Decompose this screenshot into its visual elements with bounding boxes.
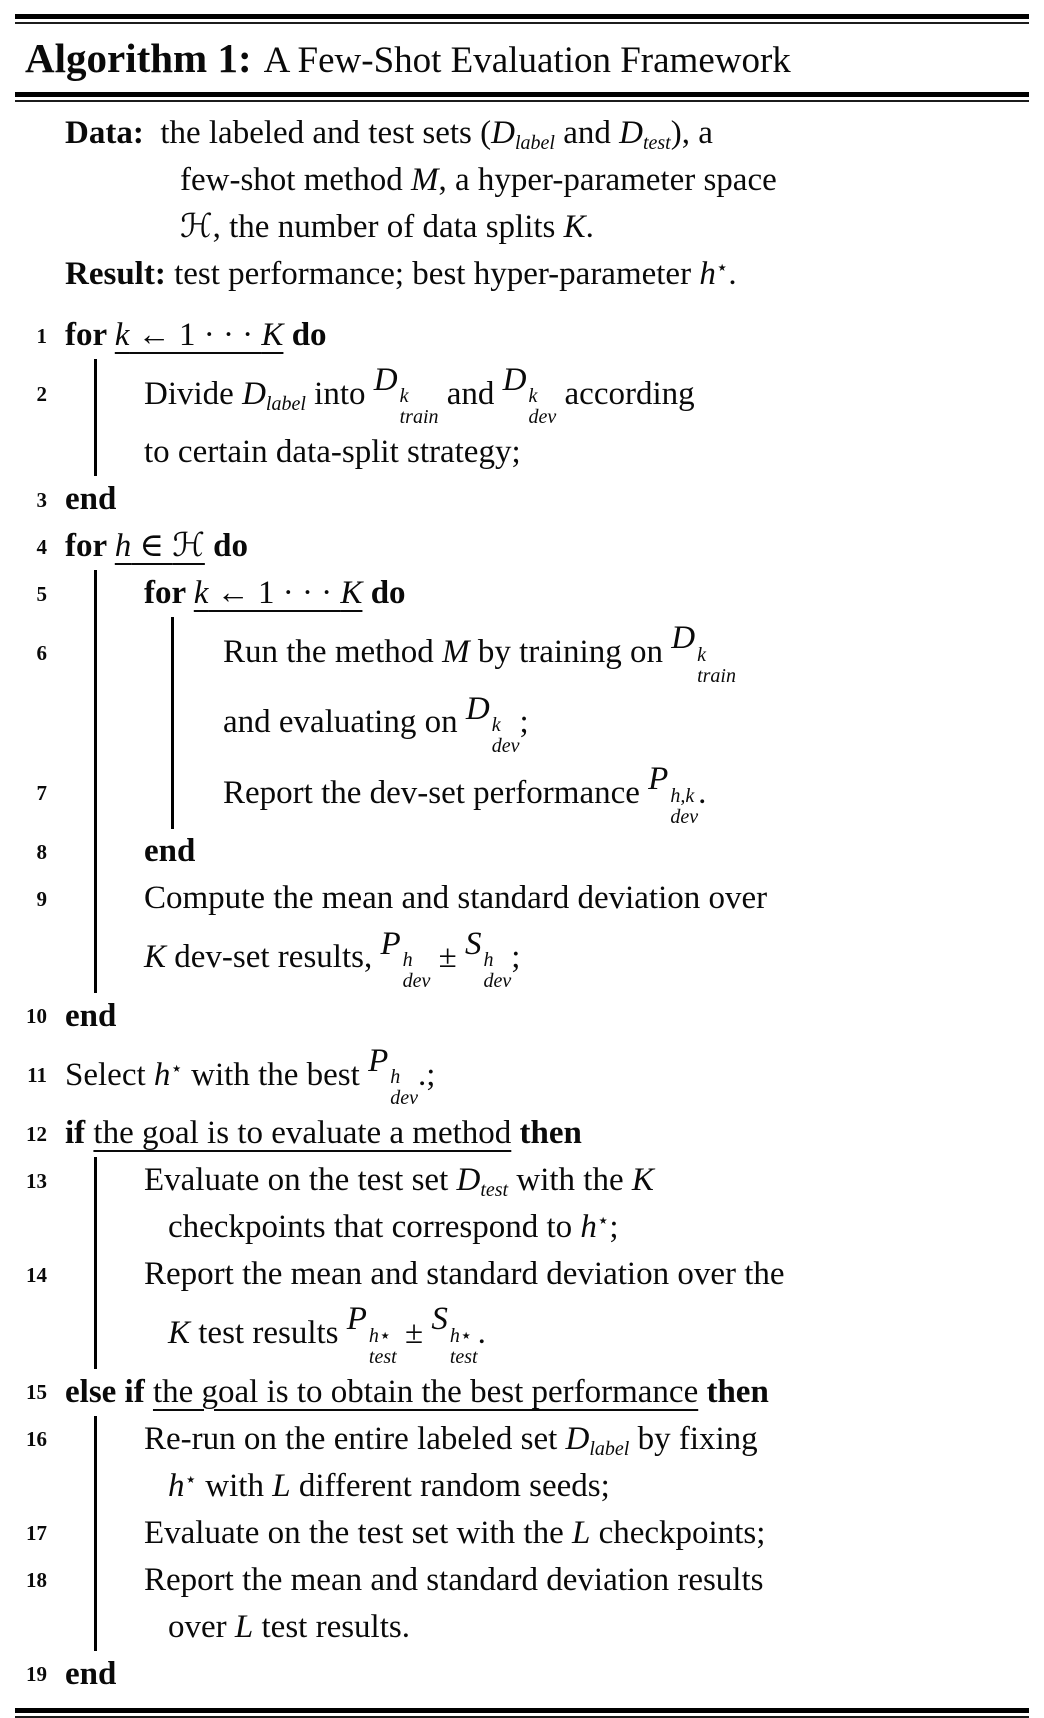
math-symbol: P xyxy=(380,925,401,962)
statement-text: ← 1 · · · xyxy=(129,316,262,353)
line-number: 9 xyxy=(36,886,47,911)
block-rule xyxy=(94,1604,97,1651)
keyword: Data: xyxy=(65,114,144,151)
line-number: 11 xyxy=(27,1063,47,1088)
statement-text: L xyxy=(571,1514,591,1551)
statement-text: into xyxy=(305,375,374,412)
line-number: 12 xyxy=(26,1121,47,1146)
subscript: train xyxy=(697,664,736,687)
math-supsub xyxy=(374,360,439,428)
block-rule xyxy=(94,1251,97,1298)
keyword: for xyxy=(144,575,194,612)
line-number: 7 xyxy=(36,781,47,806)
superscript: h⋆ xyxy=(368,1324,392,1347)
keyword: then xyxy=(706,1373,769,1410)
subscript: test xyxy=(449,1345,478,1368)
keyword: then xyxy=(519,1115,582,1152)
block-rule xyxy=(94,1557,97,1604)
algorithm-line-continuation xyxy=(15,688,1029,758)
block-rule xyxy=(94,1416,97,1463)
keyword: end xyxy=(144,833,196,870)
algorithm-line-continuation xyxy=(15,1204,1029,1251)
supsub-stack xyxy=(529,386,557,428)
statement-text: with xyxy=(197,1467,273,1504)
statement-text: the labeled and test sets ( xyxy=(143,114,492,151)
math-supsub xyxy=(671,618,736,686)
statement-text: Divide xyxy=(144,375,243,412)
keyword: else if xyxy=(65,1373,153,1410)
algorithm-line xyxy=(15,1510,1029,1557)
block-rule xyxy=(94,359,97,429)
caption-rule xyxy=(15,92,1029,102)
algorithm-line xyxy=(15,523,1029,570)
subscript: label xyxy=(265,392,306,415)
math-symbol: S xyxy=(431,1301,448,1338)
block-rule xyxy=(94,829,97,876)
superscript: k xyxy=(697,643,706,666)
subscript: test xyxy=(480,1179,509,1202)
block-rule xyxy=(94,429,97,476)
statement-text: Re-run on the entire labeled set xyxy=(144,1420,566,1457)
block-rule xyxy=(94,923,97,993)
statement-text: h⋆ xyxy=(580,1209,610,1246)
algorithm-header xyxy=(15,110,1029,298)
subscript: test xyxy=(368,1345,397,1368)
subscript: dev xyxy=(483,969,512,992)
superscript: ⋆ xyxy=(170,1057,183,1080)
subscript: dev xyxy=(402,969,431,992)
statement-text: Evaluate on the test set xyxy=(144,1162,457,1199)
math-symbol: P xyxy=(648,761,669,798)
statement-text: Report the mean and standard deviation results xyxy=(144,1561,764,1598)
math-symbol: D xyxy=(373,362,398,398)
statement-text: $D_{label}$ xyxy=(491,114,555,154)
subscript: dev xyxy=(670,805,699,828)
header-row xyxy=(15,110,1029,157)
statement-text: Report the mean and standard deviation over the xyxy=(144,1256,785,1293)
statement-text: K xyxy=(563,208,586,245)
caption-rule-thick xyxy=(15,92,1029,97)
statement-text: , a hyper-parameter space xyxy=(438,161,777,198)
keyword: do xyxy=(291,316,327,353)
algorithm-line xyxy=(15,1416,1029,1463)
statement-text: according xyxy=(556,375,695,412)
statement-text: $D_{label}$ xyxy=(242,375,306,415)
superscript: k xyxy=(399,385,409,408)
algorithm-line-continuation xyxy=(15,1298,1029,1368)
algorithm-line-continuation xyxy=(15,429,1029,476)
algorithm-line xyxy=(15,993,1029,1040)
statement-text xyxy=(511,1113,519,1154)
supsub-stack xyxy=(369,1326,397,1368)
supsub-stack xyxy=(450,1326,478,1368)
statement-text: h⋆ xyxy=(168,1467,198,1504)
algorithm-line-continuation xyxy=(15,1604,1029,1651)
algorithm-caption-title: A Few-Shot Evaluation Framework xyxy=(263,40,791,81)
math-supsub xyxy=(466,689,520,757)
statement-text: k xyxy=(114,316,130,353)
algorithm-line xyxy=(15,1040,1029,1110)
top-rule xyxy=(15,14,1029,24)
supsub-stack xyxy=(484,950,512,992)
math-symbol: D xyxy=(671,620,696,657)
statement-text: the goal is to obtain the best performance xyxy=(152,1373,699,1410)
line-number: 1 xyxy=(36,323,47,348)
math-symbol: D xyxy=(502,362,527,398)
statement-text: .; xyxy=(418,1056,436,1093)
statement-text: over xyxy=(168,1608,235,1645)
math-supsub xyxy=(648,759,698,827)
superscript: k xyxy=(491,714,501,737)
statement-text: checkpoints that correspond to xyxy=(168,1209,581,1246)
keyword: for xyxy=(65,528,115,565)
line-number: 17 xyxy=(26,1521,47,1546)
statement-text: few-shot method xyxy=(180,161,411,198)
bottom-rule-thin xyxy=(15,1716,1029,1718)
statement-text: checkpoints; xyxy=(590,1514,766,1551)
statement-text xyxy=(205,526,213,567)
math-supsub xyxy=(368,1041,418,1109)
statement-text: ℋ xyxy=(180,208,213,245)
superscript: h xyxy=(483,948,494,971)
subscript: label xyxy=(514,131,555,154)
keyword: do xyxy=(370,575,406,612)
statement-text: by fixing xyxy=(629,1420,758,1457)
block-rule xyxy=(171,688,174,758)
superscript: h xyxy=(390,1066,401,1089)
subscript: label xyxy=(589,1437,630,1460)
statement-text: test results. xyxy=(253,1608,410,1645)
statement-text: k xyxy=(193,575,209,612)
math-supsub xyxy=(380,924,430,992)
statement-text: h⋆ xyxy=(153,1056,183,1093)
algorithm-line xyxy=(15,1369,1029,1416)
algorithm-line-continuation xyxy=(15,1463,1029,1510)
statement-text xyxy=(698,1372,706,1413)
algorithm-line xyxy=(15,617,1029,687)
statement-text xyxy=(362,573,370,614)
statement-text: h⋆ xyxy=(699,255,729,292)
supsub-stack xyxy=(697,645,736,687)
statement-text: Run the method xyxy=(223,633,443,670)
algorithm-line xyxy=(15,476,1029,523)
algorithm-line-continuation xyxy=(15,923,1029,993)
caption-rule-thin xyxy=(15,100,1029,102)
statement-text: ← 1 · · · xyxy=(208,575,341,612)
header-row xyxy=(15,204,1029,251)
math-symbol: D xyxy=(465,690,490,727)
superscript: h⋆ xyxy=(449,1324,473,1347)
superscript: h,k xyxy=(670,784,695,807)
statement-text: test results xyxy=(190,1314,347,1351)
block-rule xyxy=(94,1157,97,1204)
algorithm-line xyxy=(15,312,1029,359)
statement-text: M xyxy=(410,161,439,198)
math-supsub xyxy=(431,1299,477,1367)
line-number: 6 xyxy=(36,640,47,665)
block-rule xyxy=(94,1510,97,1557)
statement-text: and xyxy=(438,375,503,412)
line-number: 13 xyxy=(26,1168,47,1193)
statement-text: dev-set results, xyxy=(166,939,381,976)
algorithm-caption xyxy=(15,24,1029,92)
line-number: 2 xyxy=(36,382,47,407)
supsub-stack xyxy=(400,386,439,428)
subscript: dev xyxy=(491,735,520,758)
line-number: 19 xyxy=(26,1662,47,1687)
statement-text: ; xyxy=(609,1209,619,1246)
bottom-rule-thick xyxy=(15,1708,1029,1713)
keyword: do xyxy=(213,528,248,565)
block-rule xyxy=(94,876,97,923)
supsub-stack xyxy=(492,715,520,757)
algorithm-line xyxy=(15,1557,1029,1604)
superscript: ⋆ xyxy=(715,256,729,279)
statement-text: K xyxy=(168,1314,191,1351)
subscript: dev xyxy=(528,406,557,429)
algorithm-line xyxy=(15,758,1029,828)
math-supsub xyxy=(465,924,511,992)
header-row xyxy=(15,251,1029,298)
statement-text: . xyxy=(477,1314,486,1351)
statement-text: with the xyxy=(508,1162,632,1199)
line-number: 4 xyxy=(36,534,47,559)
statement-text: different random seeds; xyxy=(290,1467,610,1504)
keyword: end xyxy=(65,997,117,1034)
superscript: ⋆ xyxy=(596,1210,610,1233)
superscript: h xyxy=(402,948,413,971)
algorithm-line xyxy=(15,829,1029,876)
algorithm-rows xyxy=(15,312,1029,1698)
keyword: end xyxy=(65,481,117,518)
block-rule xyxy=(94,1298,97,1368)
algorithm-line xyxy=(15,359,1029,429)
supsub-stack xyxy=(390,1067,418,1109)
statement-text xyxy=(283,315,291,356)
subscript: train xyxy=(399,406,439,429)
algorithm-line xyxy=(15,1110,1029,1157)
block-rule xyxy=(94,758,97,828)
statement-text: $D_{test}$ xyxy=(619,114,671,154)
supsub-stack xyxy=(670,786,698,828)
subscript: dev xyxy=(390,1087,419,1110)
keyword: end xyxy=(65,1655,117,1692)
statement-text: ± xyxy=(396,1314,432,1351)
algorithm-line xyxy=(15,570,1029,617)
header-row xyxy=(15,157,1029,204)
line-number: 15 xyxy=(26,1380,47,1405)
statement-text: and xyxy=(554,114,620,151)
keyword: Result: xyxy=(65,255,166,292)
statement-text: Report the dev-set performance xyxy=(223,774,649,811)
statement-text: K xyxy=(261,316,284,353)
algorithm-caption-label: Algorithm 1: xyxy=(25,35,252,81)
line-number: 5 xyxy=(36,581,47,606)
statement-text: K xyxy=(631,1162,654,1199)
statement-text: L xyxy=(234,1608,254,1645)
statement-text: the goal is to evaluate a method xyxy=(93,1115,512,1152)
statement-text: Compute the mean and standard deviation over xyxy=(144,880,768,917)
line-number: 10 xyxy=(26,1004,47,1029)
subscript: test xyxy=(642,131,671,154)
statement-text: . xyxy=(728,255,737,292)
statement-text: M xyxy=(442,633,470,670)
statement-text: K xyxy=(144,939,167,976)
statement-text: test performance; best hyper-parameter xyxy=(165,255,700,292)
algorithm-line xyxy=(15,1157,1029,1204)
statement-text: and evaluating on xyxy=(223,704,466,741)
keyword: if xyxy=(65,1115,94,1152)
block-rule xyxy=(94,688,97,758)
block-rule xyxy=(171,758,174,828)
algorithm-line xyxy=(15,1251,1029,1298)
statement-text: ± xyxy=(430,939,466,976)
statement-text: $D_{label}$ xyxy=(565,1420,630,1460)
math-symbol: P xyxy=(368,1042,389,1079)
math-supsub xyxy=(503,360,557,428)
line-number: 3 xyxy=(36,487,47,512)
statement-text: . xyxy=(698,774,707,811)
line-number: 16 xyxy=(26,1427,47,1452)
top-rule-thick xyxy=(15,14,1029,19)
statement-text: L xyxy=(272,1467,291,1504)
algorithm-line xyxy=(15,1651,1029,1698)
math-symbol: S xyxy=(465,925,482,962)
bottom-rule xyxy=(15,1708,1029,1718)
block-rule xyxy=(171,617,174,687)
statement-text: Evaluate on the test set with the xyxy=(144,1514,572,1551)
statement-text: to certain data-split strategy; xyxy=(144,434,521,471)
superscript: k xyxy=(528,385,538,408)
math-supsub xyxy=(347,1299,397,1367)
statement-text: ∈ xyxy=(131,528,173,565)
statement-text: ; xyxy=(519,704,529,741)
statement-text: K xyxy=(340,575,363,612)
supsub-stack xyxy=(403,950,431,992)
statement-text: ), a xyxy=(670,114,713,151)
statement-text: Select xyxy=(65,1056,154,1093)
statement-text: $D_{test}$ xyxy=(456,1162,509,1202)
keyword: for xyxy=(65,316,115,353)
line-number: 14 xyxy=(26,1262,47,1287)
math-symbol: P xyxy=(346,1301,367,1338)
block-rule xyxy=(94,1463,97,1510)
statement-text: by training on xyxy=(469,633,672,670)
statement-text: ℋ xyxy=(172,528,205,565)
superscript: ⋆ xyxy=(184,1468,198,1491)
block-rule xyxy=(94,617,97,687)
line-number: 18 xyxy=(26,1568,47,1593)
statement-text: . xyxy=(585,208,594,245)
block-rule xyxy=(94,1204,97,1251)
line-number: 8 xyxy=(36,839,47,864)
statement-text: , the number of data splits xyxy=(212,208,564,245)
statement-text: h xyxy=(114,528,132,565)
statement-text: ; xyxy=(511,939,521,976)
statement-text: with the best xyxy=(182,1056,369,1093)
block-rule xyxy=(94,570,97,617)
algorithm-line xyxy=(15,876,1029,923)
